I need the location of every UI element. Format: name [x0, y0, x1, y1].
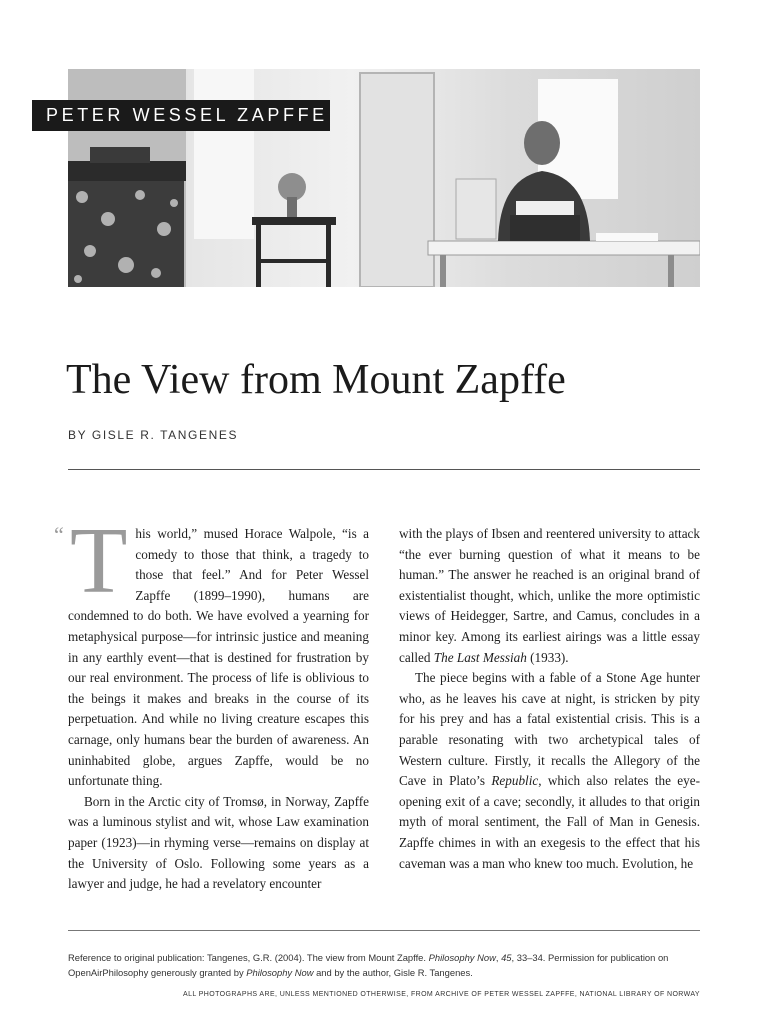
column-left [68, 509, 369, 895]
journal-volume: 45 [501, 952, 512, 963]
paragraph: Born in the Arctic city of Tromsø, in Norway, Zapffe was a luminous stylist and wit, whose Law examination paper (1923)—in rhyming verse—remains on display at the University of Oslo. Following some years as a lawyer and judge, he had a revelatory encounter [68, 793, 369, 892]
photo-credit: ALL PHOTOGRAPHS ARE, UNLESS MENTIONED OTHERWISE, FROM ARCHIVE OF PETER WESSEL ZAPFFE, NATIONAL LIBRARY OF NORWAY [183, 991, 700, 998]
paragraph-text: The piece begins with a fable of a Stone Age hunter who, as he leaves his cave at night, is stricken by pity for his prey and has a fatal existential crisis. This is a parable resonating with two archetypical tales of Western culture. Firstly, it recalls the Allegory of the Cave in Plato’s [399, 670, 700, 789]
reference-text: , 33–34. Permission for publication on OpenAirPhilosophy generously granted by [68, 952, 669, 978]
footer-rule [68, 930, 700, 931]
article-byline: BY GISLE R. TANGENES [68, 428, 239, 442]
paragraph [399, 524, 700, 668]
reference-text: and by the author, Gisle R. Tangenes. [313, 967, 473, 978]
banner [32, 100, 330, 131]
essay-title: The Last Messiah [433, 649, 527, 665]
reference-note [68, 950, 708, 980]
reference-text: Reference to original publication: Tangenes, G.R. (2004). The view from Mount Zapffe. [68, 952, 429, 963]
paragraph [399, 668, 700, 874]
journal-name: Philosophy Now [428, 952, 496, 963]
journal-name: Philosophy Now [246, 967, 314, 978]
top-rule [68, 469, 700, 470]
banner-text: PETER WESSEL ZAPFFE [46, 105, 328, 125]
drop-cap: T [70, 509, 128, 613]
paragraph-text: , which also relates the eye-opening exit of a cave; secondly, it alludes to that origin myth of moral sentiment, the Fall of Man in Genesis. Zapffe chimes in with an exegesis to the effect that his caveman was a man who knew too much. Evolution, he [399, 773, 700, 871]
paragraph [68, 509, 369, 792]
paragraph-text: his world,” mused Horace Walpole, “is a comedy to those that think, a tragedy to those that feel.” And for Peter Wessel Zapffe (1899–1990), humans are condemned to do both. We have evolved a yearning for metaphysical purpose—for intrinsic justice and meaning in any earthly event—that is destined for frustration by our real environment. The process of life is oblivious to the beings it makes and breaks in the course of its perpetuation. And while no living creature escapes this carnage, only humans bear the burden of awareness. An uninhabited globe, argues Zapffe, would be no unfortunate thing. [68, 526, 369, 789]
open-quote-mark: “ [54, 522, 64, 547]
paragraph-text: (1933). [526, 649, 569, 665]
reference-text: , [495, 952, 502, 963]
column-right [399, 524, 700, 874]
paragraph-text: with the plays of Ibsen and reentered university to attack “the ever burning question of what it means to be human.” The answer he reached is an original brand of existentialist thought, which, unlike the more optimistic views of Heidegger, Sartre, and Camus, concludes in a minor key. Among its earliest airings was a little essay called [399, 526, 700, 665]
book-title: Republic [491, 773, 539, 789]
article-title: The View from Mount Zapffe [66, 357, 566, 403]
